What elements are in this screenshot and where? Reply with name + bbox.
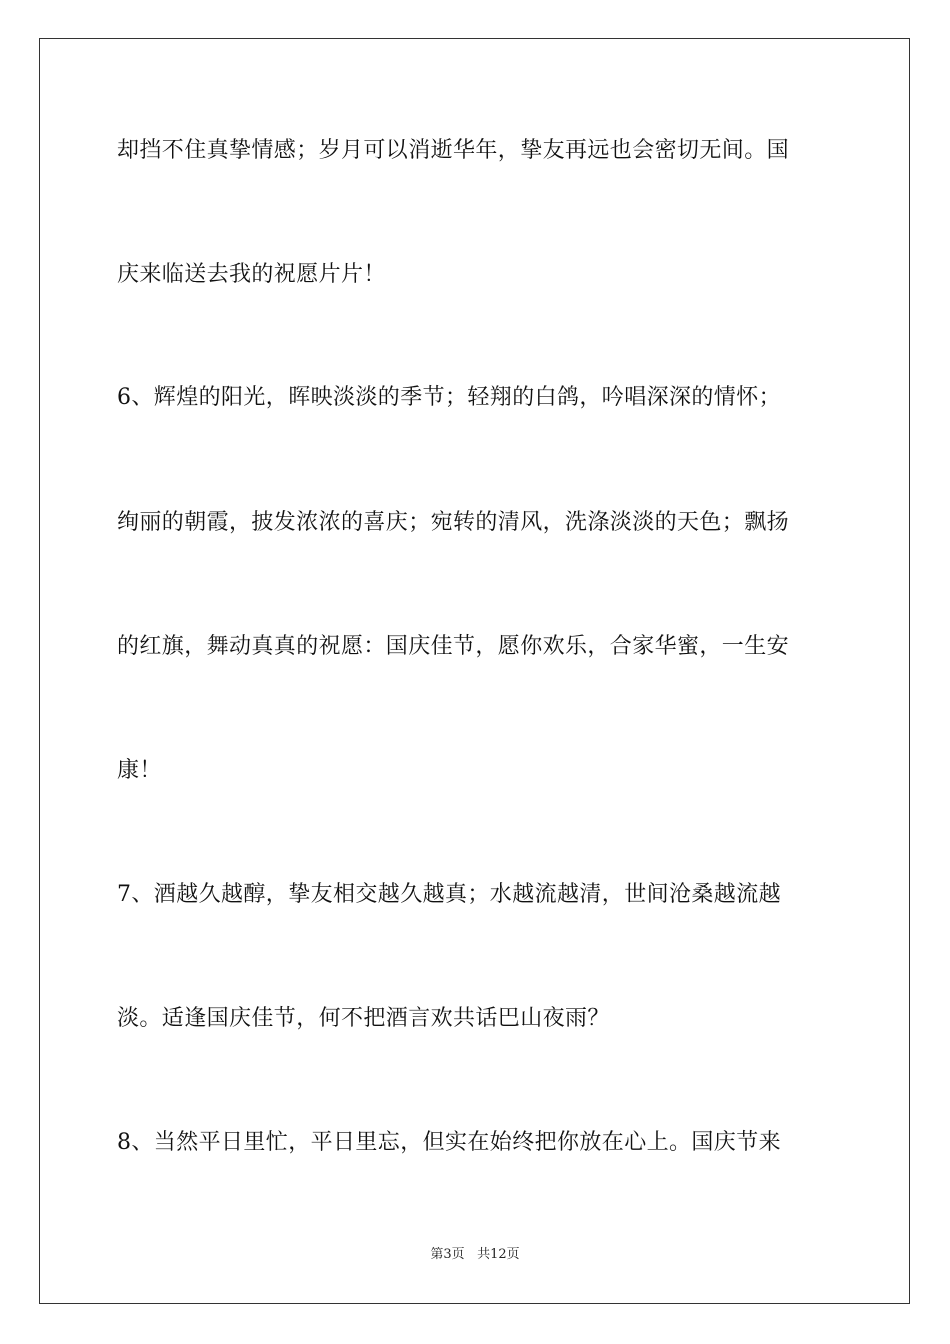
page-footer [0,1247,950,1263]
text-line: 绚丽的朝霞，披发浓浓的喜庆；宛转的清风，洗涤淡淡的天色；飘扬 [117,510,790,535]
text-line: 庆来临送去我的祝愿片片！ [117,262,386,287]
text-line: 淡。适逢国庆佳节，何不把酒言欢共话巴山夜雨？ [117,1006,610,1031]
page-border [39,38,910,1304]
text-line: 6、辉煌的阳光，晖映淡淡的季节；轻翔的白鸽，吟唱深深的情怀； [117,385,781,410]
text-line: 却挡不住真挚情感；岁月可以消逝华年，挚友再远也会密切无间。国 [117,138,790,163]
text-line: 的红旗，舞动真真的祝愿：国庆佳节，愿你欢乐，合家华蜜，一生安 [117,634,790,659]
text-line: 康！ [117,758,162,783]
text-line: 8、当然平日里忙，平日里忘，但实在始终把你放在心上。国庆节来 [117,1130,781,1155]
page-number: 第3页 [430,1247,465,1262]
page-total: 共12页 [477,1247,520,1262]
text-line: 7、酒越久越醇，挚友相交越久越真；水越流越清，世间沧桑越流越 [117,882,781,907]
